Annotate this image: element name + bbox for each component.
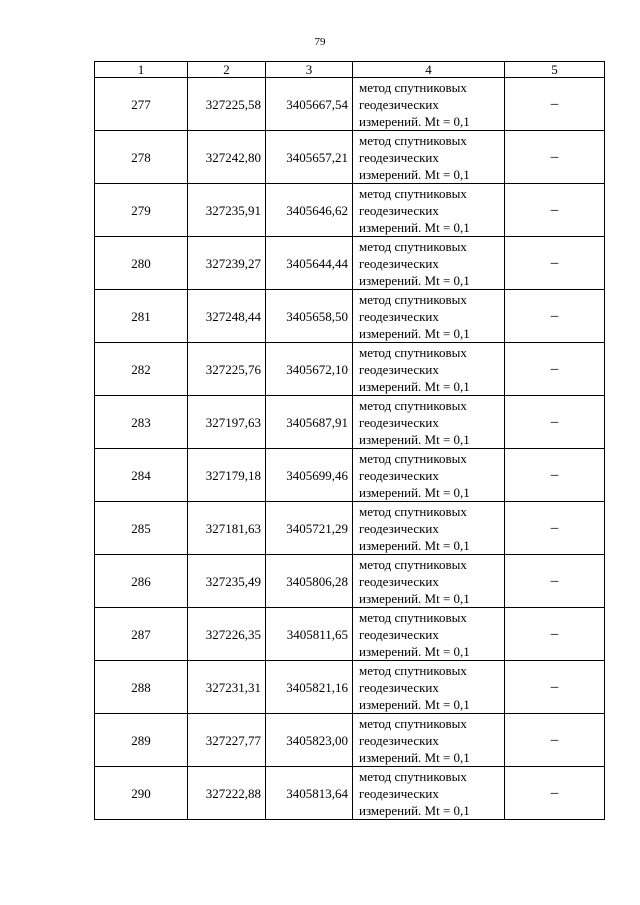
method-line: измерений. Mt = 0,1 xyxy=(359,431,470,447)
page-number: 79 xyxy=(314,36,326,48)
y-coordinate-cell: 3405806,28 xyxy=(266,555,353,608)
point-number-cell: 280 xyxy=(95,237,188,290)
table-row xyxy=(95,396,605,449)
note-cell: – xyxy=(505,78,605,131)
note-cell: – xyxy=(505,714,605,767)
table-row xyxy=(95,237,605,290)
point-number-cell: 289 xyxy=(95,714,188,767)
x-coordinate-cell: 327226,35 xyxy=(188,608,266,661)
note-cell: – xyxy=(505,555,605,608)
table-row xyxy=(95,184,605,237)
point-number-cell: 282 xyxy=(95,343,188,396)
note-cell: – xyxy=(505,449,605,502)
table-row xyxy=(95,449,605,502)
point-number-cell: 285 xyxy=(95,502,188,555)
column-header-3: 3 xyxy=(266,62,353,78)
point-number-cell: 279 xyxy=(95,184,188,237)
x-coordinate-cell: 327235,49 xyxy=(188,555,266,608)
note-cell: – xyxy=(505,502,605,555)
method-line: измерений. Mt = 0,1 xyxy=(359,643,470,659)
table-row xyxy=(95,290,605,343)
table-row xyxy=(95,131,605,184)
column-header-1: 1 xyxy=(95,62,188,78)
point-number-cell: 278 xyxy=(95,131,188,184)
note-cell: – xyxy=(505,661,605,714)
method-line: геодезических xyxy=(359,308,439,324)
method-description-cell xyxy=(353,608,505,661)
method-description-cell xyxy=(353,343,505,396)
method-line: измерений. Mt = 0,1 xyxy=(359,378,470,394)
method-line: геодезических xyxy=(359,785,439,801)
y-coordinate-cell: 3405813,64 xyxy=(266,767,353,820)
table-row xyxy=(95,555,605,608)
column-header-5: 5 xyxy=(505,62,605,78)
y-coordinate-cell: 3405672,10 xyxy=(266,343,353,396)
method-line: геодезических xyxy=(359,520,439,536)
method-line: измерений. Mt = 0,1 xyxy=(359,537,470,553)
method-line: геодезических xyxy=(359,149,439,165)
x-coordinate-cell: 327179,18 xyxy=(188,449,266,502)
note-cell: – xyxy=(505,396,605,449)
table-row xyxy=(95,767,605,820)
method-line: метод спутниковых xyxy=(359,503,467,519)
x-coordinate-cell: 327242,80 xyxy=(188,131,266,184)
method-line: метод спутниковых xyxy=(359,238,467,254)
note-cell: – xyxy=(505,290,605,343)
table-row xyxy=(95,343,605,396)
method-description-cell xyxy=(353,237,505,290)
method-description-cell xyxy=(353,767,505,820)
method-description-cell xyxy=(353,184,505,237)
method-line: метод спутниковых xyxy=(359,662,467,678)
method-line: измерений. Mt = 0,1 xyxy=(359,749,470,765)
method-line: геодезических xyxy=(359,679,439,695)
point-number-cell: 287 xyxy=(95,608,188,661)
y-coordinate-cell: 3405687,91 xyxy=(266,396,353,449)
method-line: геодезических xyxy=(359,732,439,748)
method-line: метод спутниковых xyxy=(359,291,467,307)
method-description-cell xyxy=(353,131,505,184)
method-line: метод спутниковых xyxy=(359,132,467,148)
y-coordinate-cell: 3405658,50 xyxy=(266,290,353,343)
method-line: геодезических xyxy=(359,573,439,589)
note-cell: – xyxy=(505,608,605,661)
x-coordinate-cell: 327225,76 xyxy=(188,343,266,396)
note-cell: – xyxy=(505,131,605,184)
x-coordinate-cell: 327222,88 xyxy=(188,767,266,820)
y-coordinate-cell: 3405646,62 xyxy=(266,184,353,237)
method-line: измерений. Mt = 0,1 xyxy=(359,696,470,712)
x-coordinate-cell: 327181,63 xyxy=(188,502,266,555)
y-coordinate-cell: 3405657,21 xyxy=(266,131,353,184)
note-cell: – xyxy=(505,237,605,290)
table-row xyxy=(95,661,605,714)
method-line: метод спутниковых xyxy=(359,768,467,784)
method-line: метод спутниковых xyxy=(359,450,467,466)
point-number-cell: 277 xyxy=(95,78,188,131)
note-cell: – xyxy=(505,767,605,820)
method-description-cell xyxy=(353,78,505,131)
method-line: измерений. Mt = 0,1 xyxy=(359,325,470,341)
method-description-cell xyxy=(353,714,505,767)
method-description-cell xyxy=(353,555,505,608)
point-number-cell: 281 xyxy=(95,290,188,343)
y-coordinate-cell: 3405811,65 xyxy=(266,608,353,661)
y-coordinate-cell: 3405667,54 xyxy=(266,78,353,131)
method-description-cell xyxy=(353,449,505,502)
y-coordinate-cell: 3405823,00 xyxy=(266,714,353,767)
method-line: геодезических xyxy=(359,96,439,112)
column-header-2: 2 xyxy=(188,62,266,78)
coordinates-table xyxy=(94,61,605,820)
x-coordinate-cell: 327231,31 xyxy=(188,661,266,714)
x-coordinate-cell: 327248,44 xyxy=(188,290,266,343)
point-number-cell: 286 xyxy=(95,555,188,608)
method-line: метод спутниковых xyxy=(359,556,467,572)
y-coordinate-cell: 3405699,46 xyxy=(266,449,353,502)
method-description-cell xyxy=(353,502,505,555)
method-line: геодезических xyxy=(359,626,439,642)
method-description-cell xyxy=(353,661,505,714)
method-line: метод спутниковых xyxy=(359,344,467,360)
x-coordinate-cell: 327227,77 xyxy=(188,714,266,767)
note-cell: – xyxy=(505,184,605,237)
method-line: геодезических xyxy=(359,361,439,377)
y-coordinate-cell: 3405821,16 xyxy=(266,661,353,714)
y-coordinate-cell: 3405721,29 xyxy=(266,502,353,555)
y-coordinate-cell: 3405644,44 xyxy=(266,237,353,290)
method-line: измерений. Mt = 0,1 xyxy=(359,590,470,606)
method-line: геодезических xyxy=(359,414,439,430)
table-row xyxy=(95,78,605,131)
table-row xyxy=(95,608,605,661)
method-line: геодезических xyxy=(359,467,439,483)
method-line: измерений. Mt = 0,1 xyxy=(359,484,470,500)
x-coordinate-cell: 327235,91 xyxy=(188,184,266,237)
point-number-cell: 284 xyxy=(95,449,188,502)
x-coordinate-cell: 327239,27 xyxy=(188,237,266,290)
table-body xyxy=(95,78,605,820)
table-row xyxy=(95,502,605,555)
column-header-4: 4 xyxy=(353,62,505,78)
method-line: метод спутниковых xyxy=(359,79,467,95)
method-line: метод спутниковых xyxy=(359,715,467,731)
x-coordinate-cell: 327197,63 xyxy=(188,396,266,449)
point-number-cell: 283 xyxy=(95,396,188,449)
point-number-cell: 288 xyxy=(95,661,188,714)
table-header-row xyxy=(95,62,605,78)
table-row xyxy=(95,714,605,767)
method-line: измерений. Mt = 0,1 xyxy=(359,113,470,129)
method-description-cell xyxy=(353,396,505,449)
method-line: метод спутниковых xyxy=(359,397,467,413)
method-line: измерений. Mt = 0,1 xyxy=(359,272,470,288)
method-line: измерений. Mt = 0,1 xyxy=(359,219,470,235)
x-coordinate-cell: 327225,58 xyxy=(188,78,266,131)
method-line: метод спутниковых xyxy=(359,609,467,625)
method-description-cell xyxy=(353,290,505,343)
method-line: измерений. Mt = 0,1 xyxy=(359,802,470,818)
method-line: измерений. Mt = 0,1 xyxy=(359,166,470,182)
method-line: геодезических xyxy=(359,255,439,271)
method-line: геодезических xyxy=(359,202,439,218)
note-cell: – xyxy=(505,343,605,396)
point-number-cell: 290 xyxy=(95,767,188,820)
method-line: метод спутниковых xyxy=(359,185,467,201)
